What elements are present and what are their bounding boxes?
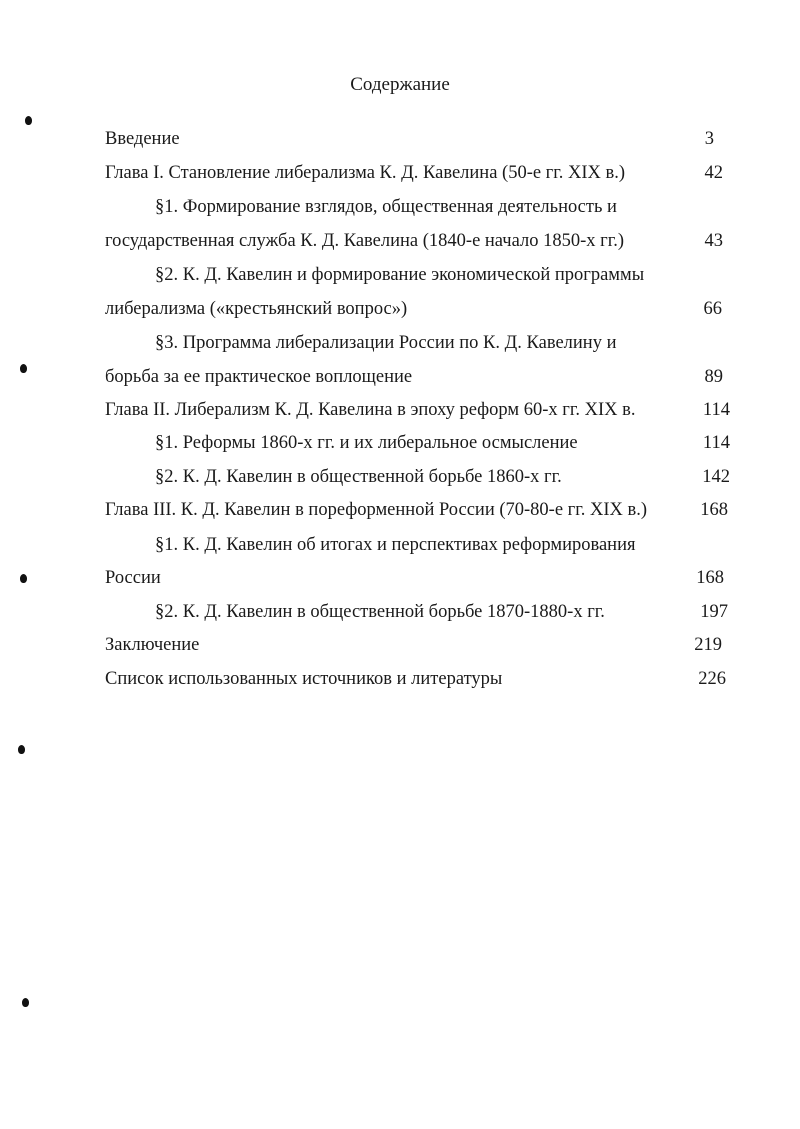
toc-entry-text: Заключение bbox=[105, 635, 200, 655]
toc-entry-text: §2. К. Д. Кавелин в общественной борьбе 1860-х гг. bbox=[155, 467, 562, 487]
toc-entry-section-1-2[interactable] bbox=[155, 262, 730, 288]
toc-entry-page: 66 bbox=[703, 299, 722, 319]
toc-entry-section-2-2[interactable] bbox=[155, 464, 730, 490]
toc-entry-text: §3. Программа либерализации России по К. Д. Кавелину и bbox=[155, 333, 617, 353]
toc-entry-text: борьба за ее практическое воплощение bbox=[105, 367, 413, 387]
binding-hole-mark bbox=[18, 745, 25, 754]
toc-entry-text: государственная служба К. Д. Кавелина (1840-е начало 1850-х гг.) bbox=[105, 231, 624, 251]
toc-entry-text: §2. К. Д. Кавелин и формирование экономической программы bbox=[155, 265, 645, 285]
toc-entry-section-3-2[interactable] bbox=[155, 599, 730, 625]
toc-entry-section-1-3[interactable] bbox=[155, 330, 730, 356]
toc-entry-chapter-2[interactable] bbox=[105, 397, 730, 423]
toc-entry-page: 168 bbox=[700, 500, 728, 520]
toc-entry-section-1-1[interactable] bbox=[155, 194, 730, 220]
toc-entry-page: 114 bbox=[702, 400, 730, 420]
toc-entry-section-3-1-cont[interactable] bbox=[105, 565, 730, 591]
toc-entry-text: Глава II. Либерализм К. Д. Кавелина в эпоху реформ 60-х гг. XIX в. bbox=[105, 400, 636, 420]
toc-entry-page: 226 bbox=[698, 669, 726, 689]
toc-entry-section-3-1[interactable] bbox=[155, 532, 730, 558]
toc-entry-chapter-1[interactable] bbox=[105, 160, 730, 186]
toc-entry-section-1-2-cont[interactable] bbox=[105, 296, 730, 322]
toc-entry-introduction[interactable] bbox=[105, 126, 730, 152]
binding-hole-mark bbox=[20, 574, 27, 583]
toc-entry-page: 42 bbox=[704, 163, 723, 183]
toc-entry-bibliography[interactable] bbox=[105, 666, 730, 692]
toc-entry-page: 3 bbox=[704, 129, 714, 149]
toc-entry-text: §1. Формирование взглядов, общественная деятельность и bbox=[155, 197, 617, 217]
toc-entry-section-1-1-cont[interactable] bbox=[105, 228, 730, 254]
binding-hole-mark bbox=[20, 364, 27, 373]
toc-entry-conclusion[interactable] bbox=[105, 632, 730, 658]
toc-entry-text: либерализма («крестьянский вопрос») bbox=[105, 299, 408, 319]
toc-entry-text: Глава I. Становление либерализма К. Д. Кавелина (50-е гг. XIX в.) bbox=[105, 163, 626, 183]
toc-entry-page: 168 bbox=[696, 568, 724, 588]
toc-entry-page: 197 bbox=[700, 602, 728, 622]
toc-entry-page: 142 bbox=[702, 467, 730, 487]
toc-entry-page: 114 bbox=[702, 433, 730, 453]
toc-entry-chapter-3[interactable] bbox=[105, 497, 730, 523]
toc-entry-text: Глава III. К. Д. Кавелин в пореформенной России (70-80-е гг. XIX в.) bbox=[105, 500, 648, 520]
toc-entry-text: §2. К. Д. Кавелин в общественной борьбе 1870-1880-х гг. bbox=[155, 602, 605, 622]
binding-hole-mark bbox=[22, 998, 29, 1007]
toc-entry-page: 219 bbox=[694, 635, 722, 655]
toc-entry-page: 43 bbox=[704, 231, 723, 251]
toc-entry-text: России bbox=[105, 568, 161, 588]
toc-entry-text: Список использованных источников и литературы bbox=[105, 669, 503, 689]
binding-hole-mark bbox=[25, 116, 32, 125]
toc-entry-text: §1. Реформы 1860-х гг. и их либеральное осмысление bbox=[155, 433, 578, 453]
toc-entry-page: 89 bbox=[704, 367, 723, 387]
toc-entry-section-1-3-cont[interactable] bbox=[105, 364, 730, 390]
toc-entry-text: Введение bbox=[105, 129, 180, 149]
toc-entry-text: §1. К. Д. Кавелин об итогах и перспективах реформирования bbox=[155, 535, 636, 555]
toc-entry-section-2-1[interactable] bbox=[155, 430, 730, 456]
page-title: Содержание bbox=[350, 74, 450, 95]
